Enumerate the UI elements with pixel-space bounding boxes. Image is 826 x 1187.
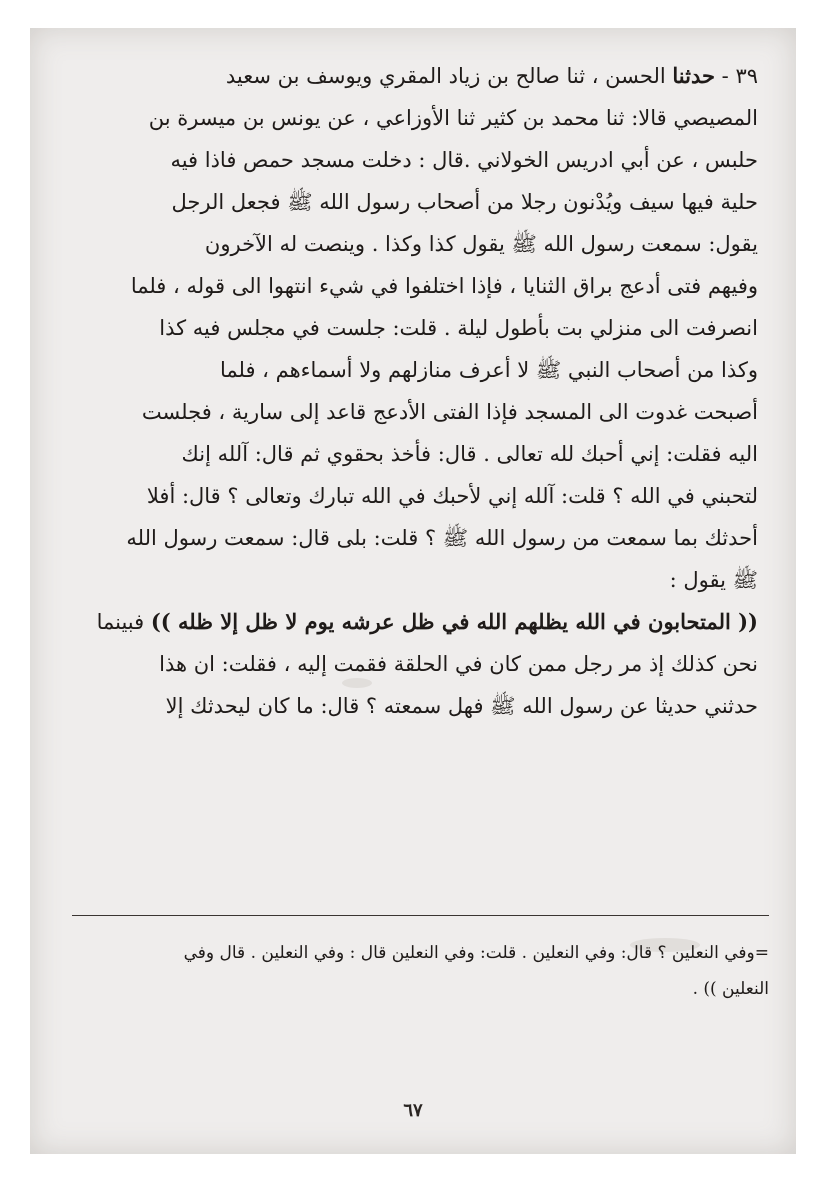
footnote-divider — [72, 915, 769, 916]
text-line-7: انصرفت الى منزلي بت بأطول ليلة . قلت: جلست في مجلس فيه كذا — [159, 316, 758, 340]
text-line-8: وكذا من أصحاب النبي ﷺ لا أعرف منازلهم ولا أسماءهم ، فلما — [219, 358, 758, 382]
text-line-3: حلبس ، عن أبي ادريس الخولاني .قال : دخلت مسجد حمص فاذا فيه — [170, 148, 758, 172]
text-line-13: ﷺ يقول : — [669, 568, 758, 592]
footnote — [72, 935, 769, 1007]
text-line-5: يقول: سمعت رسول الله ﷺ يقول كذا وكذا . وينصت له الآخرون — [204, 232, 758, 256]
text-line-content: فبينما — [96, 610, 145, 634]
hadith-quote: (( المتحابون في الله يظلهم الله في ظل عرشه يوم لا ظل إلا ظله )) — [150, 609, 758, 634]
text-line-4: حلية فيها سيف ويُدْنون رجلا من أصحاب رسول الله ﷺ فجعل الرجل — [171, 190, 758, 214]
text-line-10: اليه فقلت: إني أحبك لله تعالى . قال: فأخذ بحقوي ثم قال: آلله إنك — [181, 442, 758, 466]
body-text — [68, 55, 758, 727]
text-line-9: أصبحت غدوت الى المسجد فإذا الفتى الأدعج قاعد إلى سارية ، فجلست — [141, 400, 758, 424]
text-line-6: وفيهم فتى أدعج براق الثنايا ، فإذا اختلفوا في شيء انتهوا الى قوله ، فلما — [130, 274, 758, 298]
footnote-line-1: =وفي النعلين ؟ قال: وفي النعلين . قلت: وفي النعلين قال : وفي النعلين . قال وفي — [183, 943, 769, 963]
text-line-15: نحن كذلك إذ مر رجل ممن كان في الحلقة فقمت إليه ، فقلت: ان هذا — [159, 652, 758, 676]
text-line-11: لتحبني في الله ؟ قلت: آلله إني لأحبك في الله تبارك وتعالى ؟ قال: أفلا — [146, 484, 758, 508]
hadith-lead-word: حدثنا — [672, 63, 715, 88]
footnote-line-2: النعلين )) . — [692, 979, 769, 999]
text-line-14 — [68, 601, 758, 643]
text-line-16: حدثني حديثا عن رسول الله ﷺ فهل سمعته ؟ قال: ما كان ليحدثك إلا — [165, 694, 758, 718]
page-number: ٦٧ — [403, 1100, 423, 1121]
text-line-12: أحدثك بما سمعت من رسول الله ﷺ ؟ قلت: بلى قال: سمعت رسول الله — [126, 526, 758, 550]
text-line-content: الحسن ، ثنا صالح بن زياد المقري ويوسف بن سعيد — [225, 64, 666, 88]
text-line-1 — [68, 55, 758, 97]
text-line-2: المصيصي قالا: ثنا محمد بن كثير ثنا الأوزاعي ، عن يونس بن ميسرة بن — [148, 106, 758, 130]
hadith-number: ٣٩ - — [721, 64, 758, 88]
